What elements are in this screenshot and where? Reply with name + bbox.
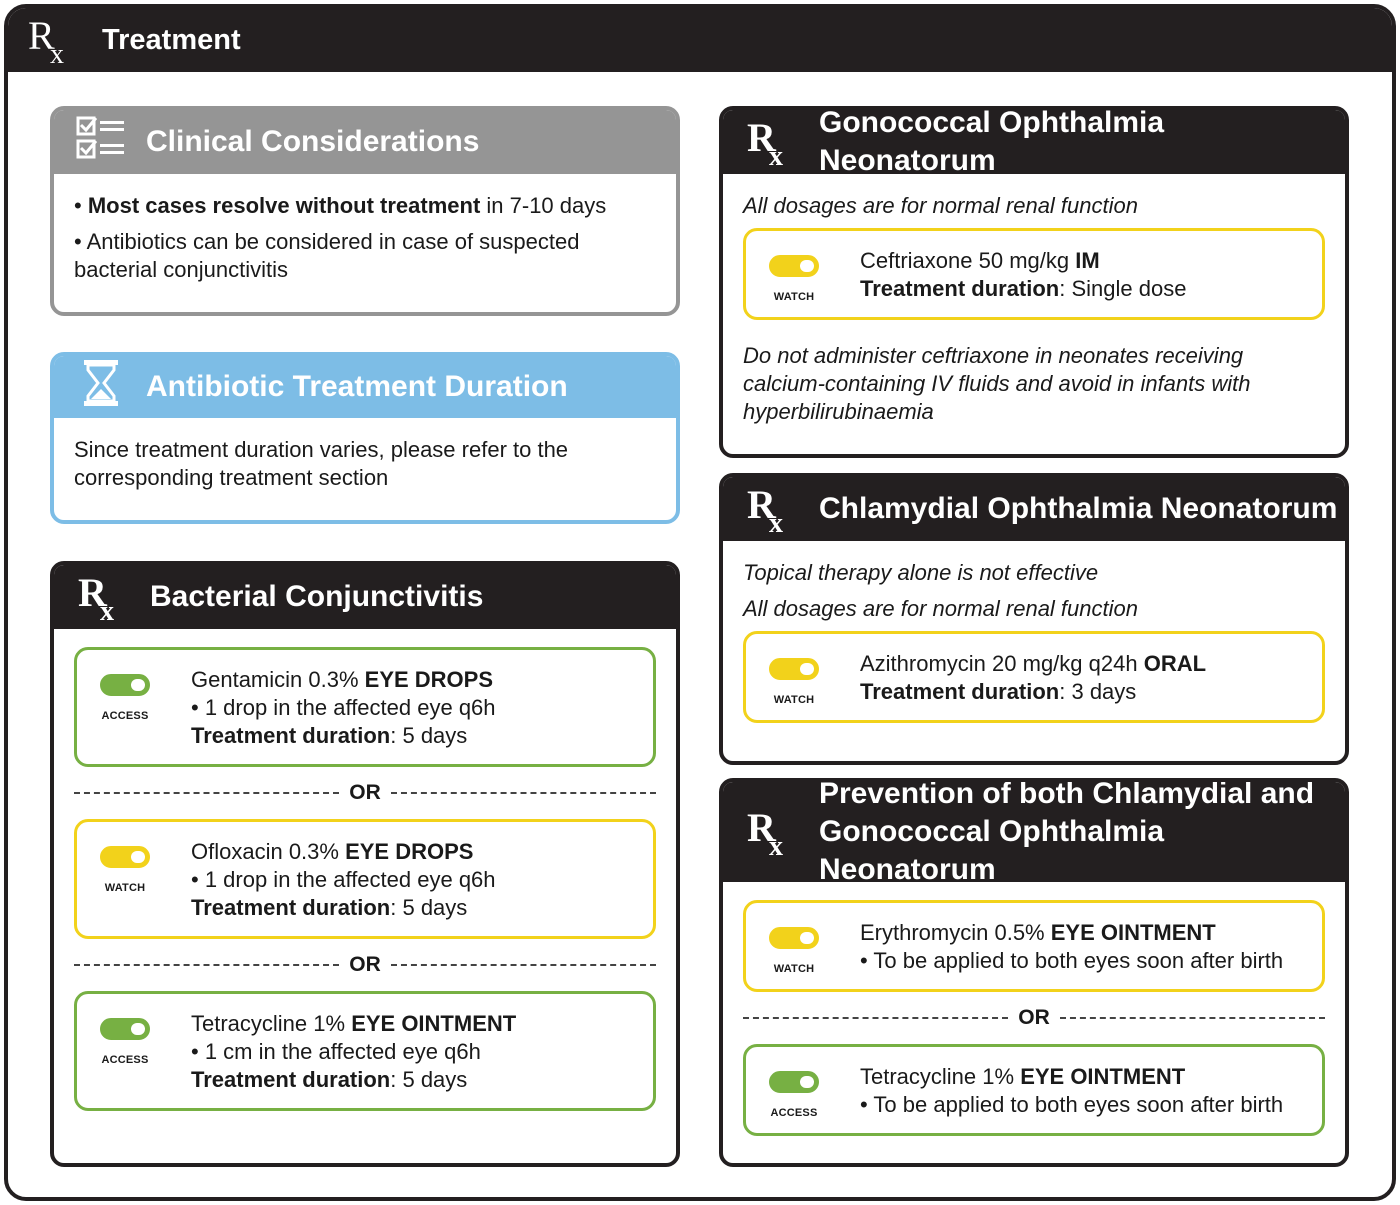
watch-badge: WATCH bbox=[766, 255, 822, 311]
panel-title: Treatment bbox=[102, 23, 241, 56]
pill-icon bbox=[769, 1071, 819, 1093]
watch-badge: WATCH bbox=[97, 846, 153, 902]
watch-badge: WATCH bbox=[766, 658, 822, 714]
bacterial-conjunctivitis-card bbox=[50, 561, 680, 1167]
or-separator: OR bbox=[743, 992, 1325, 1044]
duration-note: Since treatment duration varies, please refer to the corresponding treatment section bbox=[74, 437, 569, 490]
drug-option-erythromycin: WATCH Erythromycin 0.5% EYE OINTMENT • To be applied to both eyes soon after birth bbox=[743, 900, 1325, 992]
pill-icon bbox=[769, 255, 819, 277]
prevention-card bbox=[719, 778, 1349, 1167]
pill-icon bbox=[100, 846, 150, 868]
drug-option-tetracycline: ACCESS Tetracycline 1% EYE OINTMENT • 1 cm in the affected eye q6h Treatment duration: 5 days bbox=[74, 991, 656, 1111]
drug-option-ceftriaxone: WATCH Ceftriaxone 50 mg/kg IM Treatment duration: Single dose bbox=[743, 228, 1325, 320]
card-title: Antibiotic Treatment Duration bbox=[146, 370, 568, 403]
card-title: Chlamydial Ophthalmia Neonatorum bbox=[819, 492, 1338, 525]
pill-icon bbox=[100, 1018, 150, 1040]
clinical-considerations-card bbox=[50, 106, 680, 316]
drug-option-tetracycline: ACCESS Tetracycline 1% EYE OINTMENT • To be applied to both eyes soon after birth bbox=[743, 1044, 1325, 1136]
renal-note: All dosages are for normal renal function bbox=[743, 193, 1138, 218]
watch-badge: WATCH bbox=[766, 927, 822, 983]
rx-icon bbox=[76, 570, 130, 624]
card-title: Bacterial Conjunctivitis bbox=[150, 580, 484, 613]
or-separator: OR bbox=[74, 939, 656, 991]
treatment-duration-card bbox=[50, 352, 680, 524]
or-separator: OR bbox=[74, 767, 656, 819]
hourglass-icon bbox=[76, 358, 126, 416]
pill-icon bbox=[769, 927, 819, 949]
rx-icon bbox=[26, 13, 80, 67]
drug-option-azithromycin: WATCH Azithromycin 20 mg/kg q24h ORAL Treatment duration: 3 days bbox=[743, 631, 1325, 723]
pill-icon bbox=[769, 658, 819, 680]
access-badge: ACCESS bbox=[766, 1071, 822, 1127]
topical-note: Topical therapy alone is not effective bbox=[743, 560, 1099, 585]
pill-icon bbox=[100, 674, 150, 696]
renal-note: All dosages are for normal renal function bbox=[743, 596, 1138, 621]
bullet: • Most cases resolve without treatment in 7-10 days bbox=[74, 193, 607, 218]
access-badge: ACCESS bbox=[97, 1018, 153, 1074]
bullet: • Antibiotics can be considered in case of suspected bacterial conjunctivitis bbox=[74, 229, 580, 282]
rx-icon bbox=[745, 482, 799, 536]
gonococcal-card bbox=[719, 106, 1349, 458]
checklist-icon bbox=[76, 115, 126, 169]
chlamydial-card bbox=[719, 473, 1349, 765]
drug-option-ofloxacin: WATCH Ofloxacin 0.3% EYE DROPS • 1 drop in the affected eye q6h Treatment duration: 5 days bbox=[74, 819, 656, 939]
card-title: Gonococcal Ophthalmia Neonatorum bbox=[819, 106, 1165, 177]
access-badge: ACCESS bbox=[97, 674, 153, 730]
rx-icon bbox=[745, 115, 799, 169]
panel-header bbox=[8, 8, 1392, 72]
card-title: Clinical Considerations bbox=[146, 125, 480, 158]
drug-option-gentamicin: ACCESS Gentamicin 0.3% EYE DROPS • 1 drop in the affected eye q6h Treatment duration: 5 days bbox=[74, 647, 656, 767]
warning-note: Do not administer ceftriaxone in neonates receiving calcium-containing IV fluids and avoid in infants with hyperbilirubinaemia bbox=[743, 343, 1251, 424]
card-title: Prevention of both Chlamydial and Gonococcal Ophthalmia Neonatorum bbox=[819, 778, 1315, 886]
rx-icon bbox=[745, 805, 799, 859]
